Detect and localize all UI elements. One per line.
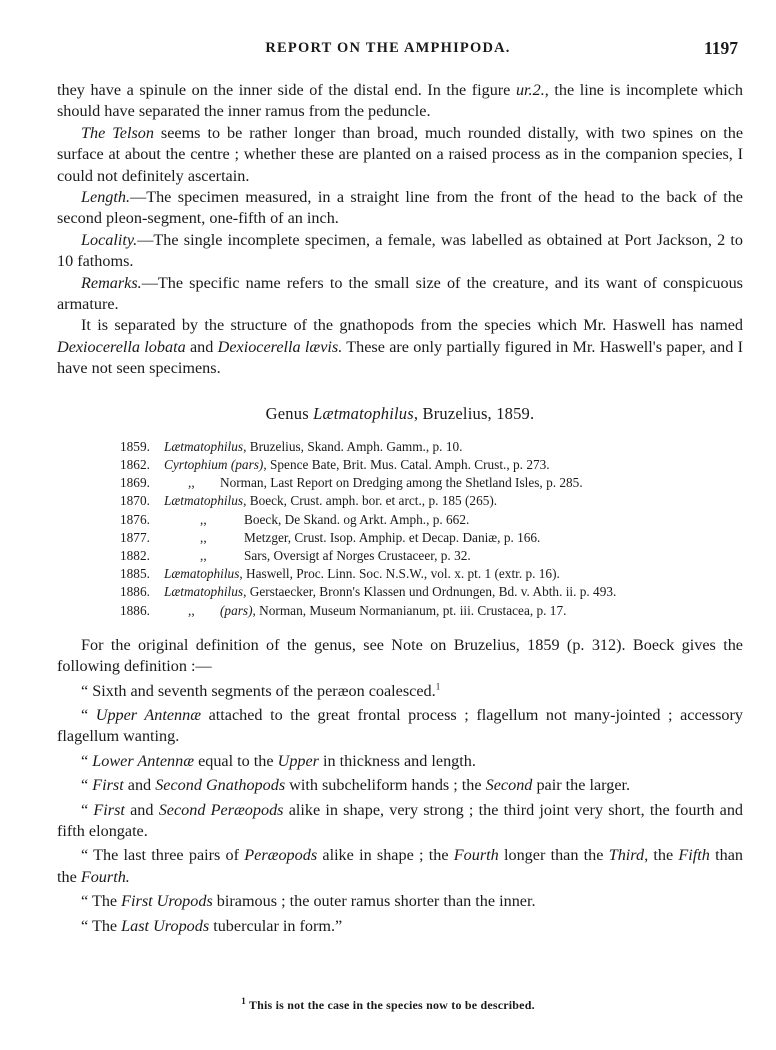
telson-label: The Telson	[81, 123, 154, 142]
running-title: REPORT ON THE AMPHIPODA.	[265, 40, 511, 56]
p1-text-a: they have a spinule on the inner side of the distal end. In the figure	[57, 81, 516, 99]
ditto-mark: ,,	[188, 475, 195, 491]
q5-open: “	[81, 800, 94, 819]
synonymy-year: 1882.	[120, 547, 150, 563]
q7-text: biramous ; the outer ramus shorter than the inner.	[212, 892, 536, 911]
length-label: Length.	[81, 188, 131, 207]
synonymy-reference: Boeck, De Skand. og Arkt. Amph., p. 662.	[244, 511, 470, 527]
q6-text-3: the	[648, 846, 679, 865]
page-header	[0, 38, 776, 64]
footnote	[0, 998, 776, 1013]
definition-intro: For the original definition of the genus, see Note on Bruzelius, 1859 (p. 312). Boeck gives the following definition :—	[57, 635, 743, 676]
remarks-label: Remarks.	[81, 273, 142, 292]
synonymy-year: 1869.	[120, 475, 150, 491]
synonymy-entry	[120, 529, 743, 547]
sep-and: and	[185, 337, 218, 356]
q4-term-1: First	[92, 776, 124, 795]
genus-heading	[57, 404, 743, 424]
synonymy-entry	[120, 547, 743, 565]
ditto-mark: ,,	[200, 529, 207, 545]
synonymy-name: (pars)	[220, 602, 253, 618]
q4-open: “	[81, 776, 93, 795]
footnote-text: This is not the case in the species now to be described.	[245, 998, 535, 1012]
q8-open: “ The	[81, 916, 122, 935]
definition-quote-1	[57, 681, 743, 702]
q6-term-2: Fourth	[453, 846, 499, 865]
locality-label: Locality.	[81, 230, 138, 249]
synonymy-entry	[120, 492, 743, 510]
q6-term-1: Peræopods	[244, 846, 318, 865]
synonymy-list	[57, 438, 743, 620]
species-name-laevis: Dexiocerella lævis.	[217, 337, 343, 356]
synonymy-name: Læmatophilus	[164, 566, 240, 582]
page-number: 1197	[703, 38, 738, 58]
q3-term-1: Lower Antennæ	[92, 751, 195, 770]
q5-term-2: Second Peræopods	[158, 800, 284, 819]
definition-quote-8	[57, 916, 743, 937]
definition-quote-7	[57, 891, 743, 912]
q2-text: attached to the great frontal process ; flagellum not many-jointed ; accessory flagellum wanting.	[57, 705, 744, 746]
q4-text-2: with subcheliform hands ; the	[285, 776, 486, 795]
synonymy-entry	[120, 602, 743, 620]
q3-text-1: equal to the	[194, 751, 278, 770]
q8-term: Last Uropods	[121, 916, 210, 935]
q6-term-3: Third,	[608, 846, 649, 865]
synonymy-name: Lætmatophilus	[164, 493, 244, 509]
synonymy-year: 1859.	[120, 438, 150, 454]
q6-term-5: Fourth.	[80, 867, 130, 886]
q7-open: “ The	[81, 892, 122, 911]
q7-term: First Uropods	[121, 892, 213, 911]
synonymy-name: Lætmatophilus	[164, 584, 244, 600]
q5-term-1: First	[93, 800, 125, 819]
ditto-mark: ,,	[188, 602, 195, 618]
synonymy-name: Lætmatophilus	[164, 438, 244, 454]
q4-text-1: and	[123, 776, 156, 795]
definition-quote-2	[57, 705, 743, 748]
paragraph-length	[57, 187, 743, 230]
q4-term-3: Second	[485, 776, 533, 795]
q6-open: “ The last three pairs of	[81, 846, 245, 865]
synonymy-year: 1886.	[120, 602, 150, 618]
sep-text-a: It is separated by the structure of the gnathopods from the species which Mr. Haswell has named	[81, 316, 743, 335]
definition-quote-4	[57, 775, 743, 796]
synonymy-year: 1870.	[120, 493, 150, 509]
q2-open: “	[81, 705, 96, 724]
synonymy-year: 1885.	[120, 566, 150, 582]
synonymy-reference: Sars, Oversigt af Norges Crustaceer, p. 32.	[244, 547, 471, 563]
paragraph-locality	[57, 230, 743, 273]
q5-text-1: and	[124, 800, 159, 819]
figure-reference: ur.2.	[515, 81, 545, 99]
q4-text-3: pair the larger.	[532, 776, 631, 795]
q5-text-2: alike in shape, very strong ; the third joint very short, the fourth and fifth elongate.	[57, 800, 744, 840]
definition-quote-6	[57, 845, 743, 888]
paragraph-remarks	[57, 273, 743, 316]
sep-text-b: These are only partially figured in Mr. Haswell's paper, and I have not seen specimens.	[57, 337, 743, 378]
ditto-mark: ,,	[200, 547, 207, 563]
q4-term-2: Second Gnathopods	[155, 776, 286, 795]
main-text	[57, 80, 743, 937]
q3-text-2: in thickness and length.	[319, 751, 476, 770]
synonymy-reference: Metzger, Crust. Isop. Amphip. et Decap. Daniæ, p. 166.	[244, 529, 541, 545]
footnote-reference: 1	[435, 681, 441, 692]
synonymy-year: 1876.	[120, 511, 150, 527]
synonymy-year: 1886.	[120, 584, 150, 600]
paragraph-telson	[57, 123, 743, 187]
genus-suffix: , Bruzelius, 1859.	[413, 403, 535, 423]
definition-quote-3	[57, 751, 743, 772]
paragraph-separation	[57, 315, 743, 379]
q6-term-4: Fifth	[678, 846, 710, 865]
synonymy-reference: , Bruzelius, Skand. Amph. Gamm., p. 10.	[243, 438, 463, 454]
synonymy-reference: , Boeck, Crust. amph. bor. et arct., p. 185 (265).	[243, 493, 498, 509]
synonymy-reference: , Gerstaecker, Bronn's Klassen und Ordnungen, Bd. v. Abth. ii. p. 493.	[243, 584, 617, 600]
synonymy-entry	[120, 456, 743, 474]
telson-text: seems to be rather longer than broad, much rounded distally, with two spines on the surface at about the centre ; whether these are planted on a raised process as in the companion species, I could not definitely ascertain.	[57, 123, 743, 185]
synonymy-entry	[120, 565, 743, 583]
genus-prefix: Genus	[265, 403, 314, 423]
footnote-mark: 1	[241, 996, 246, 1006]
q6-text-2: longer than the	[498, 846, 609, 865]
definition-quote-5	[57, 800, 743, 843]
q6-text-1: alike in shape ; the	[317, 846, 454, 865]
synonymy-reference: , Norman, Museum Normanianum, pt. iii. Crustacea, p. 17.	[252, 602, 567, 618]
q2-term: Upper Antennæ	[95, 705, 202, 724]
q8-text: tubercular in form.”	[209, 916, 343, 935]
synonymy-year: 1862.	[120, 456, 150, 472]
synonymy-reference: Norman, Last Report on Dredging among the Shetland Isles, p. 285.	[220, 475, 583, 491]
synonymy-entry	[120, 474, 743, 492]
genus-name: Lætmatophilus	[313, 403, 414, 423]
synonymy-entry	[120, 438, 743, 456]
synonymy-reference: , Spence Bate, Brit. Mus. Catal. Amph. Crust., p. 273.	[263, 456, 550, 472]
locality-text: —The single incomplete specimen, a female, was labelled as obtained at Port Jackson, 2 to 10 fathoms.	[57, 230, 743, 271]
paragraph-uropod-continuation	[57, 80, 743, 123]
synonymy-year: 1877.	[120, 529, 150, 545]
p1-text-b: , the line is incomplete which should have separated the inner ramus from the peduncle.	[57, 81, 743, 121]
synonymy-name: Cyrtophium (pars)	[164, 456, 264, 472]
q6-text-4: than the	[57, 846, 744, 886]
length-text: —The specimen measured, in a straight line from the front of the head to the back of the second pleon-segment, one-fifth of an inch.	[57, 188, 743, 228]
species-name-lobata: Dexiocerella lobata	[57, 337, 186, 356]
q3-open: “	[81, 751, 93, 770]
synonymy-entry	[120, 583, 743, 601]
remarks-text: —The specific name refers to the small size of the creature, and its want of conspicuous armature.	[57, 273, 743, 314]
ditto-mark: ,,	[200, 511, 207, 527]
synonymy-entry	[120, 511, 743, 529]
q3-term-2: Upper	[277, 751, 319, 770]
q1-text: “ Sixth and seventh segments of the peræon coalesced.	[81, 681, 436, 700]
synonymy-reference: , Haswell, Proc. Linn. Soc. N.S.W., vol. x. pt. 1 (extr. p. 16).	[239, 566, 560, 582]
